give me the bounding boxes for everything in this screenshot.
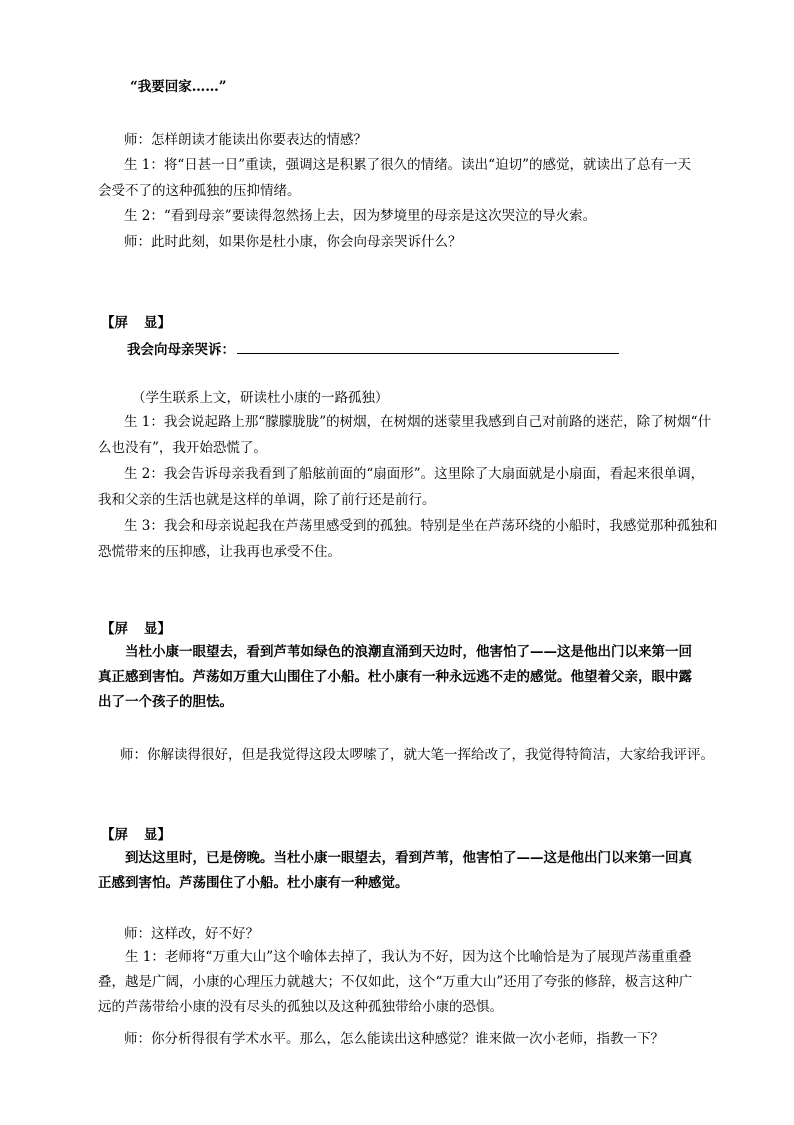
screen-tag-open: 【屏 xyxy=(101,315,128,331)
s2-student-1-line-2: 么也没有”，我开始恐慌了。 xyxy=(98,440,267,456)
teacher-final: 师：你分析得很有学术水平。那么，怎么能读出这种感觉？谁来做一次小老师，指教一下？ xyxy=(124,1031,664,1047)
screen-tag-close: 显】 xyxy=(144,827,171,843)
screen-tag-2 xyxy=(101,620,171,638)
teacher-question-1: 师：怎样朗读才能读出你要表达的情感？ xyxy=(124,132,367,148)
screen-tag-open: 【屏 xyxy=(101,621,128,637)
student-1-answer-line-2: 会受不了的这种孤独的压抑情绪。 xyxy=(98,183,301,199)
screen-tag-1 xyxy=(101,314,171,332)
screen-tag-3 xyxy=(101,826,171,844)
teacher-comment: 师：你解读得很好，但是我觉得这段太啰嗦了，就大笔一挥给改了，我觉得特简洁，大家给我评评。 xyxy=(120,747,714,763)
hotline-prompt xyxy=(127,339,619,359)
s2-student-2-line-2: 我和父亲的生活也就是这样的单调，除了前行还是前行。 xyxy=(98,492,436,508)
prompt-label: 我会向母亲哭诉： xyxy=(127,342,235,358)
screen-tag-close: 显】 xyxy=(144,315,171,331)
original-passage: 当杜小康一眼望去，看到芦苇如绿色的浪潮直涌到天边时，他害怕了——这是他出门以来第一回真正感到害怕。芦荡如万重大山围住了小船。杜小康有一种永远逃不走的感觉。他望着父亲，眼中露出了一个孩子的胆怯。 xyxy=(98,644,692,710)
quote-line: “我要回家……” xyxy=(130,79,227,95)
s2-student-3-line-1: 生 3：我会和母亲说起我在芦荡里感受到的孤独。特别是坐在芦荡环绕的小船时，我感觉那种孤独和 xyxy=(124,518,718,534)
teacher-question-2: 师：此时此刻，如果你是杜小康，你会向母亲哭诉什么？ xyxy=(124,234,462,250)
s2-student-3-line-2: 恐慌带来的压抑感，让我再也承受不住。 xyxy=(98,544,341,560)
s2-student-1-line-1: 生 1：我会说起路上那“朦朦胧胧”的树烟，在树烟的迷蒙里我感到自己对前路的迷茫，除了树烟“什 xyxy=(124,414,712,430)
student-analysis: 生 1：老师将“万重大山”这个喻体去掉了，我认为不好，因为这个比喻恰是为了展现芦荡重重叠叠，越是广阔，小康的心理压力就越大；不仅如此，这个“万重大山”还用了夸张的修辞，极言这种广远的芦荡带给小康的没有尽头的孤独以及这种孤独带给小康的恐惧。 xyxy=(98,949,693,1015)
teacher-question-3: 师：这样改，好不好？ xyxy=(124,926,259,942)
blank-answer-line xyxy=(237,339,619,354)
student-2-answer: 生 2：“看到母亲”要读得忽然扬上去，因为梦境里的母亲是这次哭泣的导火索。 xyxy=(124,208,597,224)
screen-tag-close: 显】 xyxy=(144,621,171,637)
revised-passage: 到达这里时，已是傍晚。当杜小康一眼望去，看到芦苇，他害怕了——这是他出门以来第一回真正感到害怕。芦荡围住了小船。杜小康有一种感觉。 xyxy=(98,850,692,891)
student-study-note: （学生联系上文，研读杜小康的一路孤独） xyxy=(132,390,389,406)
s2-student-2-line-1: 生 2：我会告诉母亲我看到了船舷前面的“扇面形”。这里除了大扇面就是小扇面，看起来很单调， xyxy=(124,466,705,482)
student-1-answer-line-1: 生 1：将“日甚一日”重读，强调这是积累了很久的情绪。读出“迫切”的感觉，就读出了总有一天 xyxy=(124,157,691,173)
screen-tag-open: 【屏 xyxy=(101,827,128,843)
